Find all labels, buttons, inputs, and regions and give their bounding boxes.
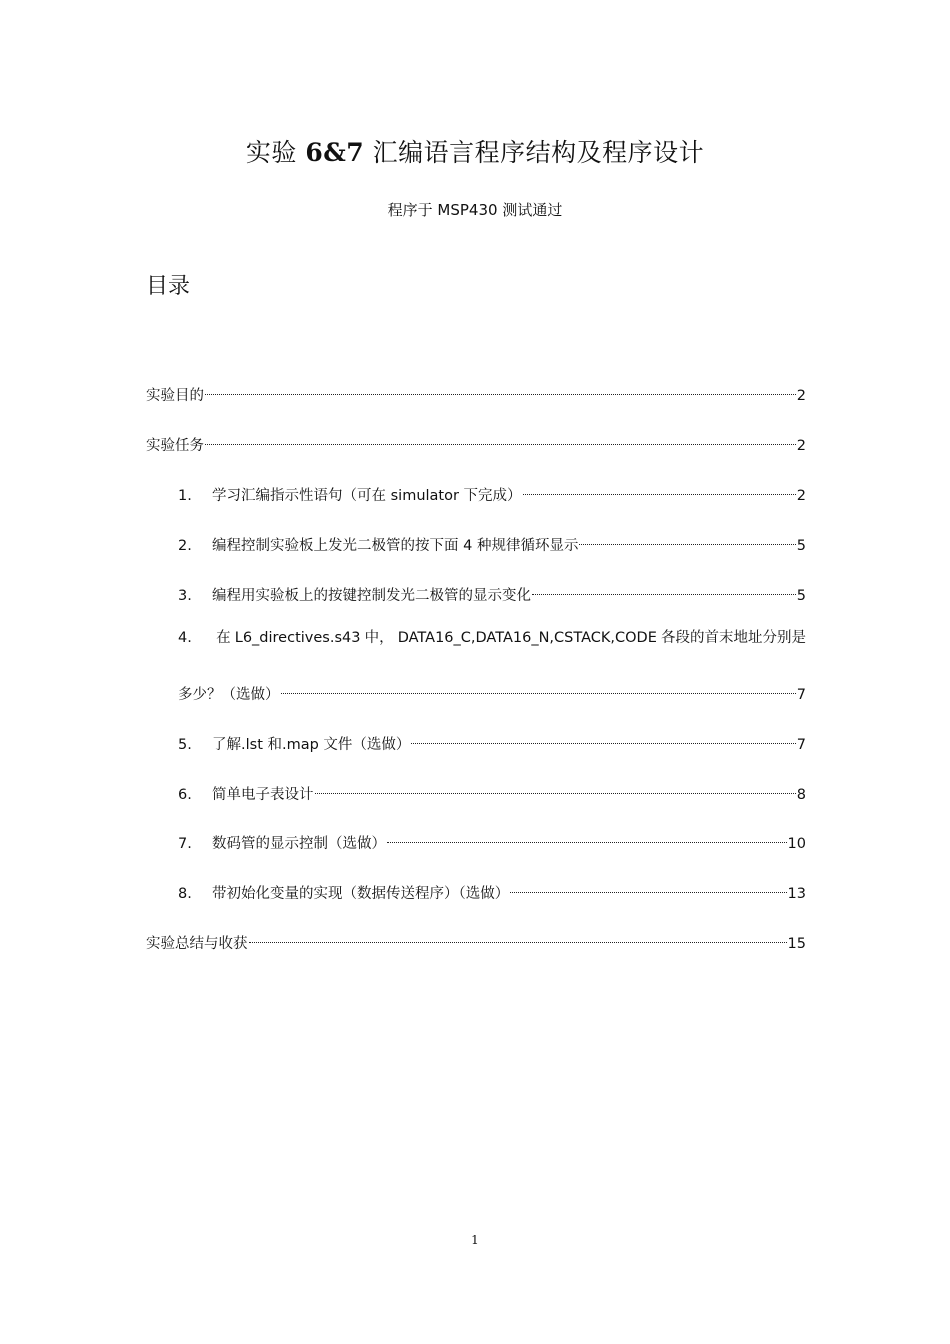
toc-entry-number: 8. [178, 886, 192, 902]
toc-entry-text: 编程控制实验板上发光二极管的按下面 4 种规律循环显示 [212, 538, 579, 554]
toc-entry-5[interactable] [178, 727, 806, 753]
toc-leader-dots [532, 578, 796, 600]
toc-entry-text-part: 中， [364, 630, 394, 646]
toc-entry-2[interactable] [178, 528, 806, 554]
toc-entry-8[interactable] [178, 876, 806, 902]
toc-entry-text: 了解.lst 和.map 文件（选做） [212, 737, 411, 753]
toc-entry-number: 6. [178, 787, 192, 803]
toc-page-number: 8 [796, 787, 806, 803]
title-suffix: 汇编语言程序结构及程序设计 [364, 138, 705, 167]
toc-page-number: 2 [796, 388, 806, 404]
toc-entry-text-part: L6_directives.s43 [234, 630, 361, 646]
toc-entry-4[interactable] [178, 627, 806, 649]
toc-leader-dots [510, 876, 786, 898]
toc-entry-text: 实验总结与收获 [146, 936, 248, 952]
toc-entry-text: 带初始化变量的实现（数据传送程序）（选做） [212, 886, 510, 902]
title-prefix: 实验 [245, 138, 306, 167]
toc-entry-number: 1. [178, 488, 192, 504]
toc-entry-text-part: 各段的首末地址分别是 [660, 630, 806, 646]
toc-entry-text: 学习汇编指示性语句（可在 simulator 下完成） [212, 488, 522, 504]
toc-leader-dots [523, 478, 796, 500]
toc-entry-text: 数码管的显示控制（选做） [212, 836, 386, 852]
document-subtitle: 程序于 MSP430 测试通过 [387, 201, 563, 219]
toc-entry-text-part: DATA16_C,DATA16_N,CSTACK,CODE [397, 630, 657, 646]
toc-entry-number: 7. [178, 836, 192, 852]
toc-entry-3[interactable] [178, 578, 806, 604]
toc-heading: 目录 [146, 274, 191, 299]
toc-entry-1[interactable] [178, 478, 806, 504]
toc-page-number: 5 [796, 538, 806, 554]
toc-leader-dots [205, 378, 796, 400]
toc-entry-purpose[interactable] [146, 378, 806, 404]
toc-page-number: 2 [796, 488, 806, 504]
document-title [0, 133, 950, 169]
toc-entry-text: 简单电子表设计 [212, 787, 314, 803]
toc-page-number: 13 [787, 886, 806, 902]
toc-leader-dots [387, 826, 787, 848]
toc-entry-4-continuation[interactable] [178, 677, 806, 703]
toc-page-number: 15 [787, 936, 806, 952]
toc-entry-text: 实验任务 [146, 438, 204, 454]
title-number: 6&7 [305, 138, 365, 167]
toc-entry-tasks[interactable] [146, 428, 806, 454]
toc-leader-dots [315, 777, 796, 799]
toc-page-number: 7 [796, 687, 806, 703]
toc-page-number: 5 [796, 588, 806, 604]
toc-entry-number: 5. [178, 737, 192, 753]
toc-entry-text: 编程用实验板上的按键控制发光二极管的显示变化 [212, 588, 531, 604]
toc-entry-text: 多少？（选做） [178, 687, 280, 703]
toc-entry-6[interactable] [178, 777, 806, 803]
toc-entry-number: 3. [178, 588, 192, 604]
toc-leader-dots [205, 428, 796, 450]
toc-entry-summary[interactable] [146, 926, 806, 952]
toc-entry-text-part: 在 [216, 630, 231, 646]
toc-entry-7[interactable] [178, 826, 806, 852]
toc-leader-dots [281, 677, 796, 699]
page-number: 1 [471, 1233, 479, 1247]
toc-page-number: 7 [796, 737, 806, 753]
toc-entry-text: 实验目的 [146, 388, 204, 404]
toc-leader-dots [411, 727, 795, 749]
toc-page-number: 2 [796, 438, 806, 454]
toc-entry-number: 4. [178, 630, 192, 646]
toc-page-number: 10 [787, 836, 806, 852]
toc-entry-number: 2. [178, 538, 192, 554]
toc-leader-dots [249, 926, 787, 948]
toc-leader-dots [579, 528, 795, 550]
